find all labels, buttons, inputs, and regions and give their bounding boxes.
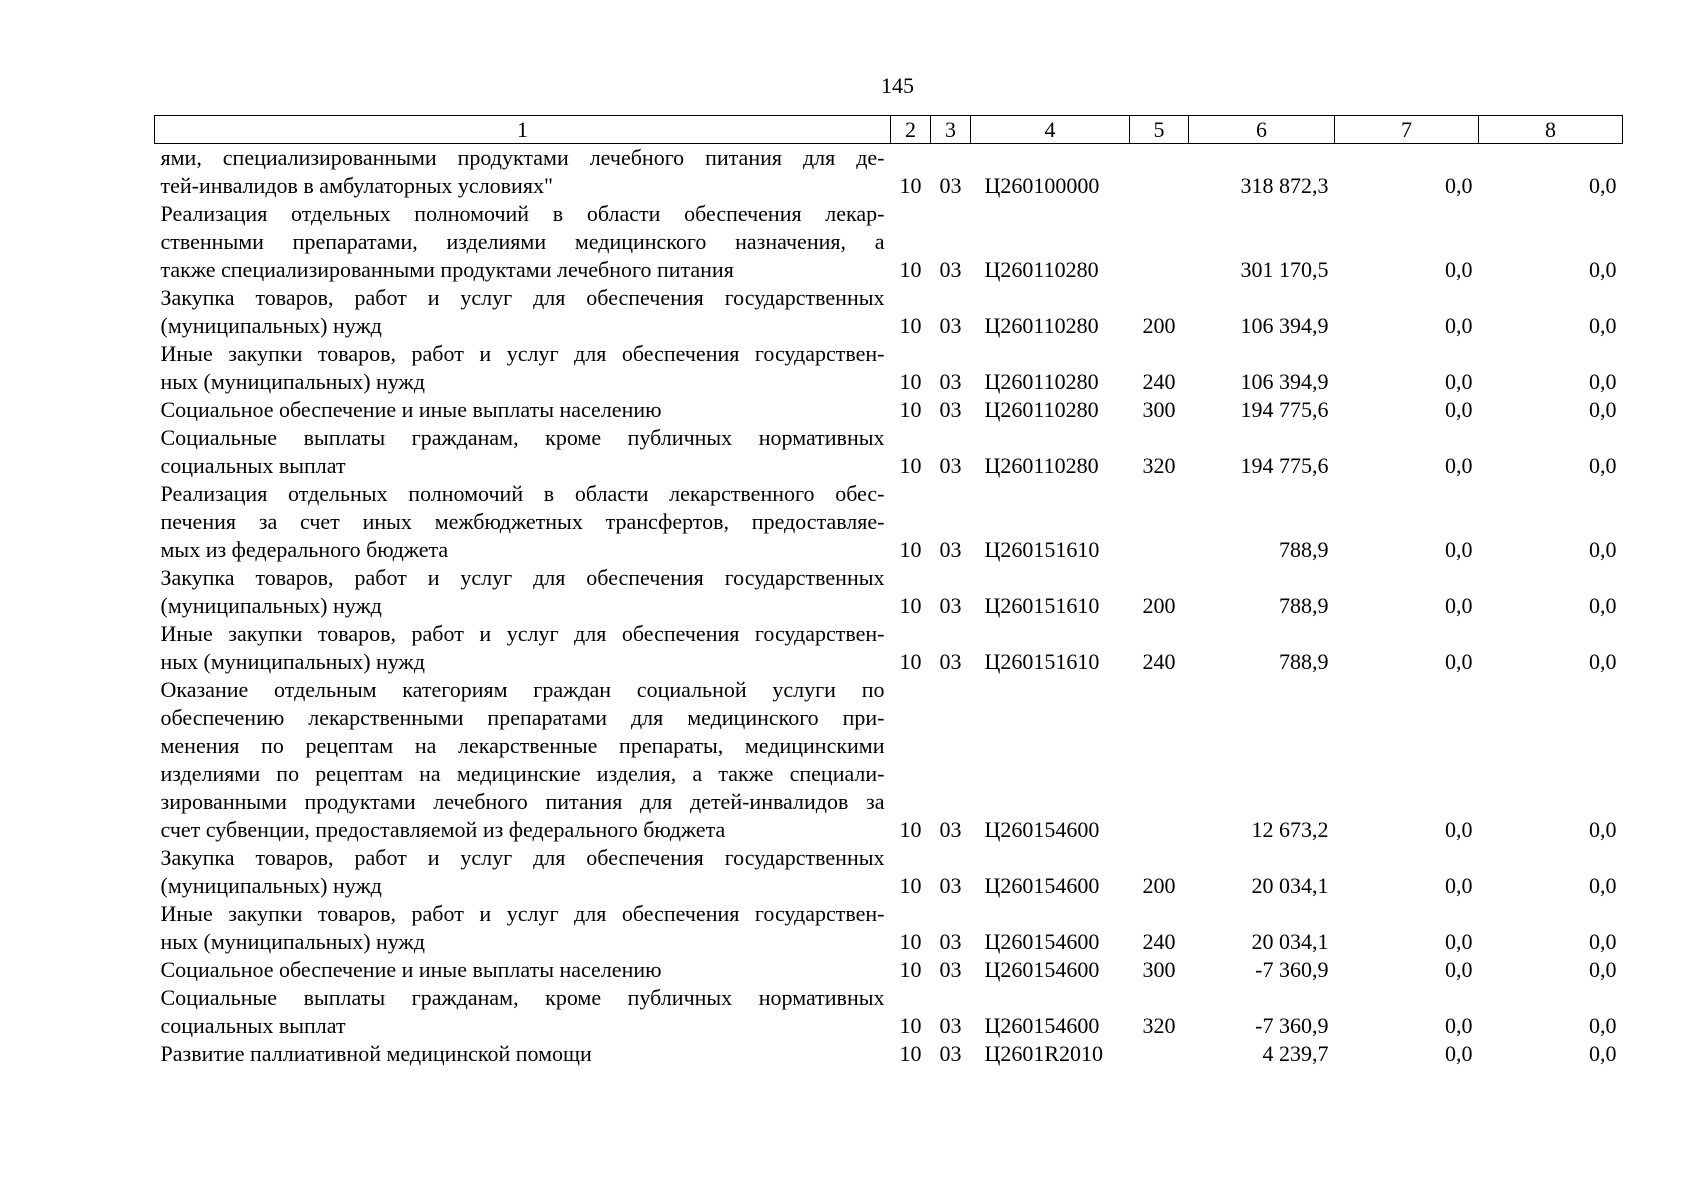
- amount-col-8: 0,0: [1589, 313, 1617, 338]
- subsection-code: 03: [939, 593, 962, 618]
- amount-col-6: -7 360,9: [1255, 957, 1329, 982]
- table-row: [155, 424, 1623, 480]
- target-article-code: Ц260110280: [984, 453, 1099, 478]
- amount-col-8: 0,0: [1589, 537, 1617, 562]
- amount-col-7: 0,0: [1445, 957, 1473, 982]
- header-col-5: 5: [1130, 116, 1189, 144]
- amount-col-7: 0,0: [1445, 537, 1473, 562]
- expense-type-code: [1130, 676, 1189, 844]
- expense-type-code: [1130, 1040, 1189, 1068]
- header-col-3: 3: [931, 116, 971, 144]
- target-article-code: Ц260154600: [984, 957, 1100, 982]
- amount-col-8: 0,0: [1589, 369, 1617, 394]
- row-name-line: Реализация отдельных полномочий в области обеспечения лекар-: [160, 201, 885, 226]
- row-name-line: ных (муниципальных) нужд: [160, 649, 425, 674]
- table-row: [155, 144, 1623, 201]
- target-article-code: Ц260110280: [984, 257, 1099, 282]
- amount-col-7: 0,0: [1445, 817, 1473, 842]
- subsection-code: 03: [939, 817, 962, 842]
- subsection-code: 03: [939, 957, 962, 982]
- page-number: 145: [881, 73, 914, 98]
- amount-col-6: 4 239,7: [1262, 1041, 1329, 1066]
- row-name-line: Закупка товаров, работ и услуг для обеспечения государственных: [160, 565, 885, 590]
- table-row: [155, 620, 1623, 676]
- header-col-7: 7: [1335, 116, 1479, 144]
- subsection-code: 03: [939, 873, 962, 898]
- expense-type-code: 300: [1142, 397, 1176, 422]
- section-code: 10: [899, 929, 922, 954]
- row-name-line: Иные закупки товаров, работ и услуг для обеспечения государствен-: [160, 901, 885, 926]
- row-name-line: Социальные выплаты гражданам, кроме публичных нормативных: [160, 985, 885, 1010]
- amount-col-7: 0,0: [1445, 873, 1473, 898]
- expense-type-code: 200: [1142, 593, 1176, 618]
- amount-col-6: 106 394,9: [1240, 313, 1329, 338]
- target-article-code: Ц260151610: [984, 537, 1100, 562]
- subsection-code: 03: [939, 1041, 962, 1066]
- expense-type-code: [1130, 480, 1189, 564]
- subsection-code: 03: [939, 537, 962, 562]
- expense-type-code: 320: [1142, 1013, 1176, 1038]
- amount-col-7: 0,0: [1445, 453, 1473, 478]
- table-row: [155, 564, 1623, 620]
- row-name: [155, 1040, 891, 1068]
- row-name-line: также специализированными продуктами лечебного питания: [160, 257, 734, 282]
- row-name: [155, 144, 891, 201]
- section-code: 10: [899, 313, 922, 338]
- section-code: 10: [899, 957, 922, 982]
- target-article-code: Ц260110280: [984, 397, 1099, 422]
- table-row: [155, 956, 1623, 984]
- row-name-line: Реализация отдельных полномочий в области лекарственного обес-: [160, 481, 885, 506]
- row-name-line: Закупка товаров, работ и услуг для обеспечения государственных: [160, 845, 885, 870]
- section-code: 10: [899, 173, 922, 198]
- row-name-line: менения по рецептам на лекарственные препараты, медицинскими: [160, 733, 885, 758]
- table-row: [155, 984, 1623, 1040]
- header-col-1: 1: [155, 116, 891, 144]
- table-row: [155, 340, 1623, 396]
- amount-col-8: 0,0: [1589, 593, 1617, 618]
- row-name: [155, 844, 891, 900]
- target-article-code: Ц260110280: [984, 313, 1099, 338]
- amount-col-6: 788,9: [1279, 537, 1329, 562]
- expense-type-code: [1130, 200, 1189, 284]
- row-name-line: обеспечению лекарственными препаратами для медицинского при-: [160, 705, 885, 730]
- amount-col-6: 194 775,6: [1240, 453, 1329, 478]
- table-row: [155, 396, 1623, 424]
- expense-type-code: 240: [1142, 649, 1176, 674]
- subsection-code: 03: [939, 313, 962, 338]
- amount-col-8: 0,0: [1589, 649, 1617, 674]
- expense-type-code: 300: [1142, 957, 1176, 982]
- section-code: 10: [899, 397, 922, 422]
- row-name-line: (муниципальных) нужд: [160, 873, 382, 898]
- subsection-code: 03: [939, 397, 962, 422]
- amount-col-6: 20 034,1: [1251, 873, 1329, 898]
- target-article-code: Ц260154600: [984, 929, 1100, 954]
- target-article-code: Ц260154600: [984, 873, 1100, 898]
- header-row: [155, 116, 1623, 144]
- subsection-code: 03: [939, 1013, 962, 1038]
- row-name-line: Закупка товаров, работ и услуг для обеспечения государственных: [160, 285, 885, 310]
- expense-type-code: [1130, 144, 1189, 201]
- amount-col-8: 0,0: [1589, 257, 1617, 282]
- table-body: [155, 144, 1623, 1069]
- row-name-line: Социальное обеспечение и иные выплаты населению: [160, 957, 662, 982]
- amount-col-8: 0,0: [1589, 1041, 1617, 1066]
- row-name-line: социальных выплат: [160, 453, 346, 478]
- row-name-line: печения за счет иных межбюджетных трансфертов, предоставляе-: [160, 509, 885, 534]
- row-name: [155, 564, 891, 620]
- expense-type-code: 240: [1142, 929, 1176, 954]
- row-name-line: Социальные выплаты гражданам, кроме публичных нормативных: [160, 425, 885, 450]
- subsection-code: 03: [939, 173, 962, 198]
- table-row: [155, 200, 1623, 284]
- amount-col-6: 788,9: [1279, 649, 1329, 674]
- row-name: [155, 424, 891, 480]
- row-name-line: Иные закупки товаров, работ и услуг для обеспечения государствен-: [160, 341, 885, 366]
- amount-col-6: -7 360,9: [1255, 1013, 1329, 1038]
- target-article-code: Ц260100000: [984, 173, 1100, 198]
- row-name-line: изделиями по рецептам на медицинские изделия, а также специали-: [160, 761, 885, 786]
- amount-col-6: 301 170,5: [1240, 257, 1329, 282]
- section-code: 10: [899, 873, 922, 898]
- table-row: [155, 1040, 1623, 1068]
- amount-col-7: 0,0: [1445, 173, 1473, 198]
- amount-col-6: 194 775,6: [1240, 397, 1329, 422]
- row-name-line: тей-инвалидов в амбулаторных условиях": [160, 173, 553, 198]
- row-name-line: зированными продуктами лечебного питания для детей-инвалидов за: [160, 789, 885, 814]
- section-code: 10: [899, 453, 922, 478]
- row-name: [155, 396, 891, 424]
- amount-col-6: 788,9: [1279, 593, 1329, 618]
- expense-type-code: 200: [1142, 873, 1176, 898]
- target-article-code: Ц260151610: [984, 593, 1100, 618]
- section-code: 10: [899, 1013, 922, 1038]
- amount-col-8: 0,0: [1589, 957, 1617, 982]
- amount-col-8: 0,0: [1589, 173, 1617, 198]
- table-header: [155, 116, 1623, 144]
- budget-table-sheet: [154, 115, 1622, 1068]
- header-col-8: 8: [1479, 116, 1623, 144]
- target-article-code: Ц260154600: [984, 1013, 1100, 1038]
- amount-col-8: 0,0: [1589, 397, 1617, 422]
- row-name: [155, 956, 891, 984]
- row-name: [155, 900, 891, 956]
- section-code: 10: [899, 257, 922, 282]
- row-name: [155, 676, 891, 844]
- target-article-code: Ц260110280: [984, 369, 1099, 394]
- amount-col-6: 20 034,1: [1251, 929, 1329, 954]
- table-row: [155, 284, 1623, 340]
- row-name: [155, 340, 891, 396]
- section-code: 10: [899, 593, 922, 618]
- row-name-line: (муниципальных) нужд: [160, 593, 382, 618]
- row-name: [155, 620, 891, 676]
- row-name: [155, 200, 891, 284]
- section-code: 10: [899, 537, 922, 562]
- amount-col-8: 0,0: [1589, 929, 1617, 954]
- row-name-line: (муниципальных) нужд: [160, 313, 382, 338]
- subsection-code: 03: [939, 649, 962, 674]
- header-col-2: 2: [891, 116, 931, 144]
- budget-table: [154, 115, 1623, 1068]
- row-name-line: ных (муниципальных) нужд: [160, 369, 425, 394]
- row-name-line: социальных выплат: [160, 1013, 346, 1038]
- subsection-code: 03: [939, 369, 962, 394]
- amount-col-7: 0,0: [1445, 313, 1473, 338]
- section-code: 10: [899, 817, 922, 842]
- table-row: [155, 900, 1623, 956]
- amount-col-6: 318 872,3: [1240, 173, 1329, 198]
- amount-col-6: 12 673,2: [1251, 817, 1329, 842]
- row-name-line: мых из федерального бюджета: [160, 537, 449, 562]
- row-name-line: Иные закупки товаров, работ и услуг для обеспечения государствен-: [160, 621, 885, 646]
- section-code: 10: [899, 1041, 922, 1066]
- expense-type-code: 200: [1142, 313, 1176, 338]
- row-name-line: Оказание отдельным категориям граждан социальной услуги по: [160, 677, 885, 702]
- subsection-code: 03: [939, 929, 962, 954]
- expense-type-code: 240: [1142, 369, 1176, 394]
- header-col-4: 4: [971, 116, 1130, 144]
- amount-col-7: 0,0: [1445, 649, 1473, 674]
- amount-col-7: 0,0: [1445, 1013, 1473, 1038]
- row-name-line: ями, специализированными продуктами лечебного питания для де-: [160, 145, 885, 170]
- row-name: [155, 984, 891, 1040]
- subsection-code: 03: [939, 453, 962, 478]
- amount-col-8: 0,0: [1589, 1013, 1617, 1038]
- row-name-line: ных (муниципальных) нужд: [160, 929, 425, 954]
- amount-col-7: 0,0: [1445, 929, 1473, 954]
- subsection-code: 03: [939, 257, 962, 282]
- amount-col-8: 0,0: [1589, 453, 1617, 478]
- amount-col-7: 0,0: [1445, 369, 1473, 394]
- amount-col-6: 106 394,9: [1240, 369, 1329, 394]
- amount-col-7: 0,0: [1445, 593, 1473, 618]
- target-article-code: Ц260154600: [984, 817, 1100, 842]
- row-name: [155, 284, 891, 340]
- header-col-6: 6: [1189, 116, 1335, 144]
- row-name-line: ственными препаратами, изделиями медицинского назначения, а: [160, 229, 885, 254]
- amount-col-7: 0,0: [1445, 1041, 1473, 1066]
- table-row: [155, 676, 1623, 844]
- target-article-code: Ц260151610: [984, 649, 1100, 674]
- amount-col-7: 0,0: [1445, 397, 1473, 422]
- row-name: [155, 480, 891, 564]
- section-code: 10: [899, 649, 922, 674]
- table-row: [155, 844, 1623, 900]
- amount-col-7: 0,0: [1445, 257, 1473, 282]
- target-article-code: Ц2601R2010: [984, 1041, 1104, 1066]
- row-name-line: Социальное обеспечение и иные выплаты населению: [160, 397, 662, 422]
- expense-type-code: 320: [1142, 453, 1176, 478]
- section-code: 10: [899, 369, 922, 394]
- amount-col-8: 0,0: [1589, 817, 1617, 842]
- row-name-line: Развитие паллиативной медицинской помощи: [160, 1041, 592, 1066]
- amount-col-8: 0,0: [1589, 873, 1617, 898]
- row-name-line: счет субвенции, предоставляемой из федерального бюджета: [160, 817, 726, 842]
- table-row: [155, 480, 1623, 564]
